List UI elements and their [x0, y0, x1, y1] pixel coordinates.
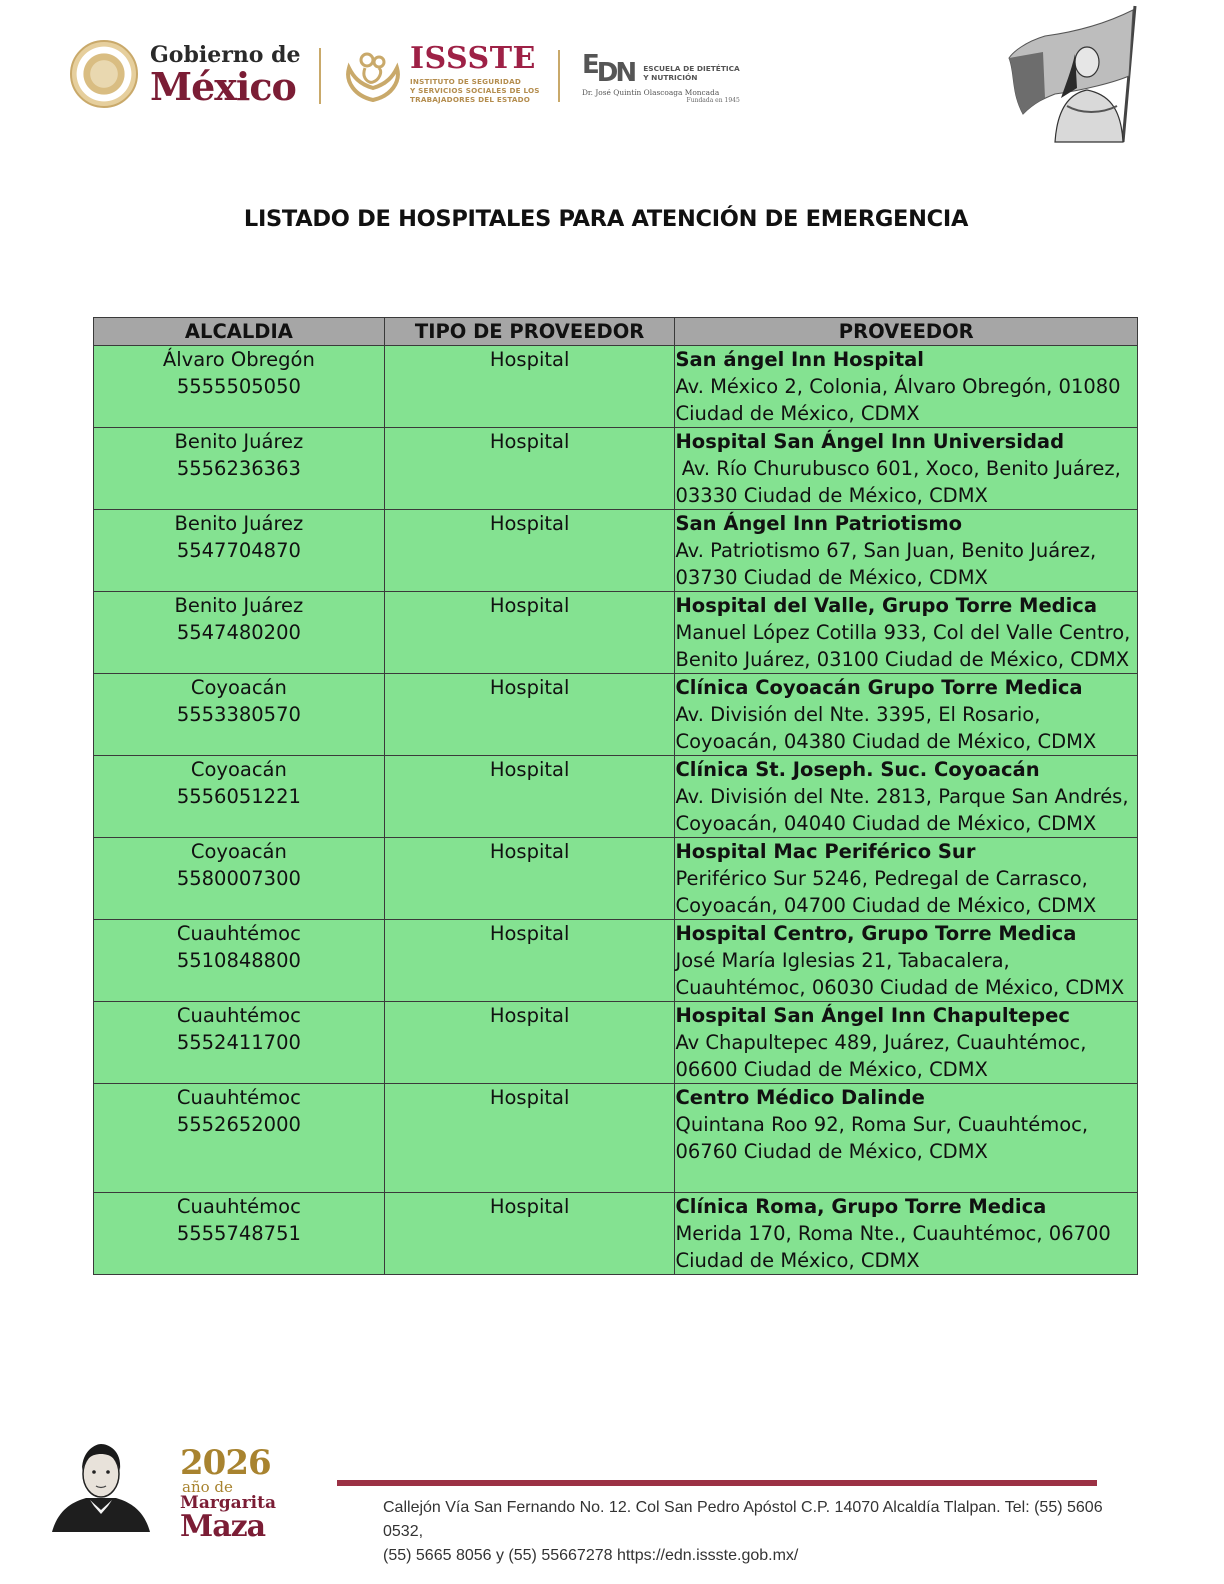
alcaldia-phone: 5552652000	[176, 1113, 301, 1136]
alcaldia-phone: 5552411700	[176, 1031, 301, 1054]
table-header-row	[94, 318, 1138, 346]
cell-proveedor	[675, 510, 1138, 592]
alcaldia-phone: 5555505050	[176, 375, 301, 398]
cell-tipo-proveedor: Hospital	[384, 428, 675, 510]
provider-name: Clínica Roma, Grupo Torre Medica	[675, 1195, 1047, 1218]
gob-logo-line1: Gobierno de	[150, 42, 301, 68]
letterhead	[0, 0, 1224, 150]
mexico-coat-of-arms-seal-icon	[70, 40, 138, 108]
provider-address: Merida 170, Roma Nte., Cuauhtémoc, 06700 Ciudad de México, CDMX	[675, 1222, 1118, 1272]
edn-founded: Fundada en 1945	[686, 97, 740, 104]
provider-address: Av. México 2, Colonia, Álvaro Obregón, 01080 Ciudad de México, CDMX	[675, 375, 1127, 425]
alcaldia-phone: 5553380570	[176, 703, 301, 726]
cell-tipo-proveedor: Hospital	[384, 674, 675, 756]
cell-alcaldia	[94, 510, 385, 592]
footer-divider	[337, 1480, 1097, 1486]
issste-logo	[410, 41, 540, 104]
alcaldia-name: Cuauhtémoc	[176, 922, 301, 945]
footer-address-line: (55) 5665 8056 y (55) 55667278 https://edn.issste.gob.mx/	[383, 1547, 799, 1564]
cell-tipo-proveedor: Hospital	[384, 592, 675, 674]
gobierno-de-mexico-logo	[150, 42, 301, 109]
edn-logo	[582, 52, 740, 104]
commemoration-honoree-last: Maza	[180, 1509, 266, 1544]
provider-address: Av. División del Nte. 2813, Parque San Andrés, Coyoacán, 04040 Ciudad de México, CDMX	[675, 785, 1135, 835]
alcaldia-phone: 5580007300	[176, 867, 301, 890]
table-row	[94, 1084, 1138, 1193]
cell-tipo-proveedor: Hospital	[384, 510, 675, 592]
provider-name: Hospital del Valle, Grupo Torre Medica	[675, 594, 1098, 617]
alcaldia-name: Álvaro Obregón	[162, 348, 315, 371]
provider-address: Av. Patriotismo 67, San Juan, Benito Juárez, 03730 Ciudad de México, CDMX	[675, 539, 1103, 589]
provider-name: San ángel Inn Hospital	[675, 348, 924, 371]
cell-proveedor	[675, 756, 1138, 838]
year-commemoration-badge	[180, 1443, 276, 1544]
heroine-flag-illustration-icon	[1005, 2, 1145, 144]
provider-name: Clínica St. Joseph. Suc. Coyoacán	[675, 758, 1040, 781]
column-header-alcaldia: ALCALDIA	[94, 318, 385, 346]
edn-director: Dr. José Quintín Olascoaga Moncada	[582, 88, 720, 97]
table-row	[94, 756, 1138, 838]
alcaldia-name: Benito Juárez	[174, 594, 304, 617]
table-row	[94, 838, 1138, 920]
alcaldia-name: Benito Juárez	[174, 430, 304, 453]
table-row	[94, 346, 1138, 428]
commemoration-year: 2026	[180, 1443, 271, 1483]
alcaldia-phone: 5555748751	[176, 1222, 301, 1245]
provider-address: Quintana Roo 92, Roma Sur, Cuauhtémoc, 06760 Ciudad de México, CDMX	[675, 1113, 1095, 1163]
alcaldia-phone: 5510848800	[176, 949, 301, 972]
cell-proveedor	[675, 592, 1138, 674]
alcaldia-phone: 5556236363	[176, 457, 301, 480]
cell-alcaldia	[94, 1084, 385, 1193]
cell-alcaldia	[94, 838, 385, 920]
table-row	[94, 1002, 1138, 1084]
table-row	[94, 428, 1138, 510]
issste-hands-icon	[343, 48, 403, 104]
commemoration-year-sub: año de	[182, 1478, 233, 1496]
provider-name: Hospital San Ángel Inn Chapultepec	[675, 1004, 1070, 1027]
cell-tipo-proveedor: Hospital	[384, 756, 675, 838]
cell-proveedor	[675, 346, 1138, 428]
logo-divider	[319, 48, 321, 104]
alcaldia-name: Cuauhtémoc	[176, 1086, 301, 1109]
cell-alcaldia	[94, 920, 385, 1002]
provider-name: Hospital Mac Periférico Sur	[675, 840, 976, 863]
alcaldia-name: Coyoacán	[190, 758, 287, 781]
provider-name: San Ángel Inn Patriotismo	[675, 512, 963, 535]
column-header-proveedor: PROVEEDOR	[675, 318, 1138, 346]
cell-alcaldia	[94, 1193, 385, 1275]
column-header-tipo: TIPO DE PROVEEDOR	[384, 318, 675, 346]
edn-school-line: ESCUELA DE DIETÉTICA	[643, 64, 740, 73]
issste-subtitle	[410, 77, 540, 104]
edn-mark: EDN	[582, 50, 635, 88]
cell-alcaldia	[94, 756, 385, 838]
alcaldia-name: Coyoacán	[190, 840, 287, 863]
cell-proveedor	[675, 1193, 1138, 1275]
gob-logo-line2: México	[150, 64, 296, 109]
alcaldia-name: Benito Juárez	[174, 512, 304, 535]
alcaldia-phone: 5547704870	[176, 539, 301, 562]
cell-proveedor	[675, 674, 1138, 756]
cell-proveedor	[675, 920, 1138, 1002]
edn-school-line: Y NUTRICIÓN	[643, 72, 698, 82]
provider-address: Av. División del Nte. 3395, El Rosario, Coyoacán, 04380 Ciudad de México, CDMX	[675, 703, 1097, 753]
cell-tipo-proveedor: Hospital	[384, 1084, 675, 1193]
cell-alcaldia	[94, 674, 385, 756]
alcaldia-phone: 5547480200	[176, 621, 301, 644]
provider-name: Hospital San Ángel Inn Universidad	[675, 430, 1065, 453]
table-row	[94, 674, 1138, 756]
cell-proveedor	[675, 428, 1138, 510]
cell-tipo-proveedor: Hospital	[384, 1002, 675, 1084]
hospital-table	[93, 317, 1138, 1275]
table-row	[94, 920, 1138, 1002]
cell-alcaldia	[94, 1002, 385, 1084]
footer-address	[383, 1496, 1143, 1568]
provider-name: Centro Médico Dalinde	[675, 1086, 925, 1109]
cell-alcaldia	[94, 592, 385, 674]
margarita-maza-portrait-icon	[52, 1440, 150, 1532]
provider-address: José María Iglesias 21, Tabacalera, Cuauhtémoc, 06030 Ciudad de México, CDMX	[675, 949, 1125, 999]
document-title: LISTADO DE HOSPITALES PARA ATENCIÓN DE EMERGENCIA	[243, 206, 969, 232]
cell-tipo-proveedor: Hospital	[384, 838, 675, 920]
issste-name: ISSSTE	[410, 41, 536, 76]
issste-subtitle-line: Y SERVICIOS SOCIALES DE LOS	[410, 86, 540, 95]
cell-alcaldia	[94, 428, 385, 510]
issste-subtitle-line: TRABAJADORES DEL ESTADO	[410, 95, 531, 104]
issste-subtitle-line: INSTITUTO DE SEGURIDAD	[410, 77, 522, 86]
cell-alcaldia	[94, 346, 385, 428]
cell-tipo-proveedor: Hospital	[384, 346, 675, 428]
cell-tipo-proveedor: Hospital	[384, 1193, 675, 1275]
edn-school-name	[643, 65, 740, 82]
commemoration-honoree-first: Margarita	[180, 1493, 276, 1513]
cell-proveedor	[675, 1002, 1138, 1084]
table-row	[94, 1193, 1138, 1275]
provider-name: Clínica Coyoacán Grupo Torre Medica	[675, 676, 1083, 699]
table-row	[94, 592, 1138, 674]
alcaldia-name: Cuauhtémoc	[176, 1004, 301, 1027]
table-row	[94, 510, 1138, 592]
footer-address-line: Callejón Vía San Fernando No. 12. Col San Pedro Apóstol C.P. 14070 Alcaldía Tlalpan. Tel: (55) 5606 0532,	[383, 1499, 1103, 1540]
alcaldia-name: Coyoacán	[190, 676, 287, 699]
alcaldia-name: Cuauhtémoc	[176, 1195, 301, 1218]
cell-tipo-proveedor: Hospital	[384, 920, 675, 1002]
cell-proveedor	[675, 838, 1138, 920]
logo-divider	[558, 50, 560, 102]
provider-address: Periférico Sur 5246, Pedregal de Carrasco, Coyoacán, 04700 Ciudad de México, CDMX	[675, 867, 1097, 917]
provider-address: Manuel López Cotilla 933, Col del Valle Centro, Benito Juárez, 03100 Ciudad de México, CDMX	[675, 621, 1137, 671]
cell-proveedor	[675, 1084, 1138, 1193]
alcaldia-phone: 5556051221	[176, 785, 301, 808]
provider-name: Hospital Centro, Grupo Torre Medica	[675, 922, 1077, 945]
provider-address: Av Chapultepec 489, Juárez, Cuauhtémoc, 06600 Ciudad de México, CDMX	[675, 1031, 1093, 1081]
provider-address: Av. Río Churubusco 601, Xoco, Benito Juárez, 03330 Ciudad de México, CDMX	[675, 457, 1128, 507]
